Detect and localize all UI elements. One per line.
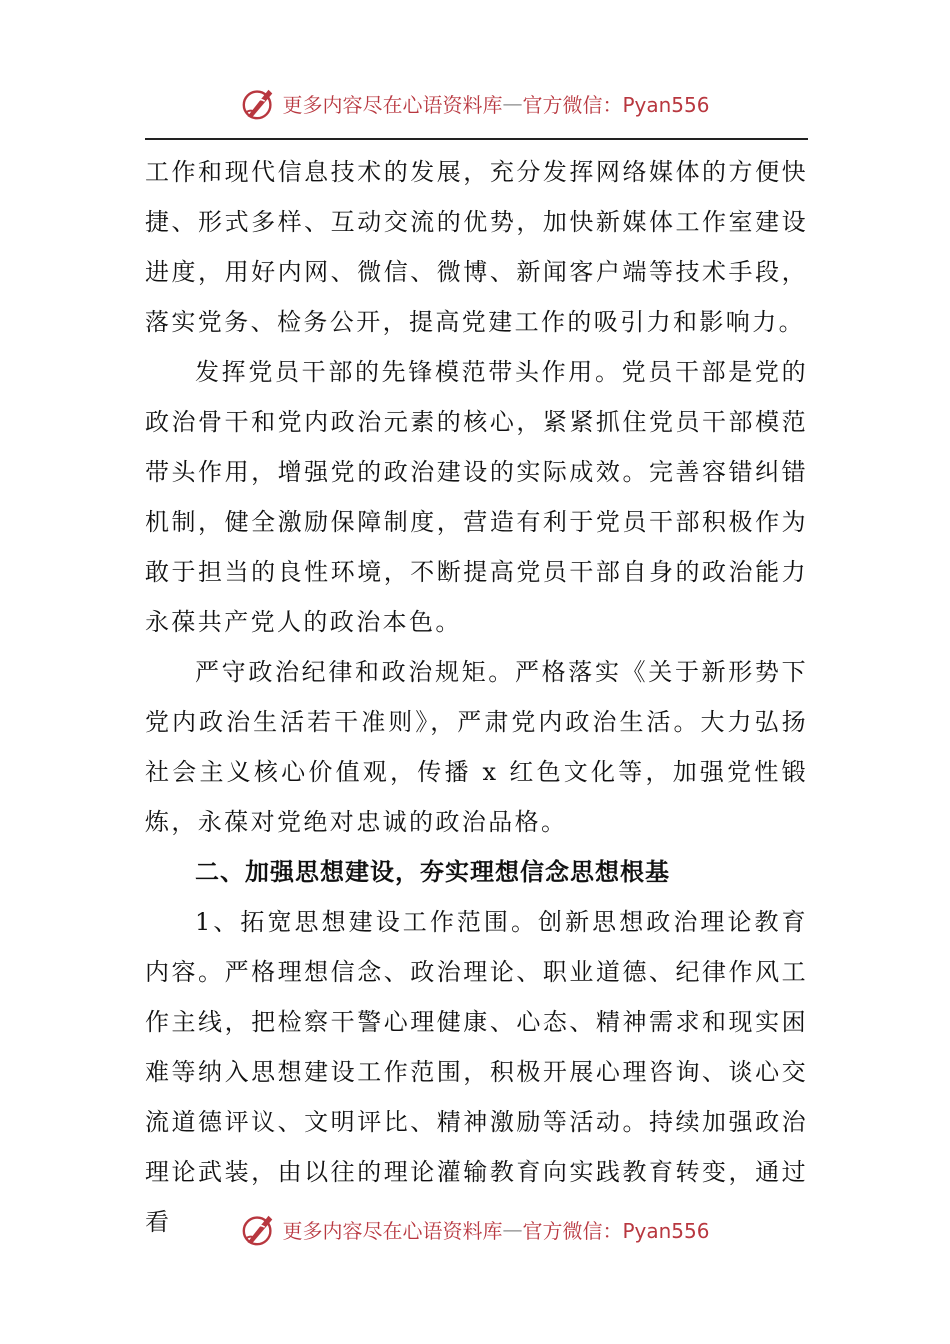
- banner-separator: —: [502, 91, 523, 115]
- quill-logo-icon: [240, 1210, 278, 1248]
- document-body: [145, 147, 808, 1247]
- banner-separator: —: [502, 1217, 523, 1241]
- header-rule: [145, 138, 808, 140]
- banner-text: 更多内容尽在心语资料库: [282, 92, 503, 117]
- section-heading: 二、加强思想建设，夯实理想信念思想根基: [195, 858, 670, 886]
- quill-logo-icon: [240, 84, 278, 122]
- paragraph-political-discipline: 严守政治纪律和政治规矩。严格落实《关于新形势下党内政治生活若干准则》，严肃党内政治生活。大力弘扬社会主义核心价值观，传播 x 红色文化等，加强党性锻炼，永葆对党绝对忠诚的政治品格。: [145, 658, 808, 836]
- paragraph-ideological-work: 1、拓宽思想建设工作范围。创新思想政治理论教育内容。严格理想信念、政治理论、职业道德、纪律作风工作主线，把检察干警心理健康、心态、精神需求和现实困难等纳入思想建设工作范围，积极开展心理咨询、谈心交流道德评议、文明评比、精神激励等活动。持续加强政治理论武装，由以往的理论灌输教育向实践教育转变，通过看: [145, 908, 808, 1236]
- paragraph-continued: 工作和现代信息技术的发展，充分发挥网络媒体的方便快捷、形式多样、互动交流的优势，加快新媒体工作室建设进度，用好内网、微信、微博、新闻客户端等技术手段，落实党务、检务公开，提高党建工作的吸引力和影响力。: [145, 158, 808, 336]
- banner-text: 更多内容尽在心语资料库: [282, 1218, 503, 1243]
- footer-watermark: [0, 1206, 950, 1252]
- banner-contact: 官方微信：Pyan556: [522, 92, 710, 117]
- banner-contact: 官方微信：Pyan556: [522, 1218, 710, 1243]
- header-watermark: [0, 80, 950, 126]
- paragraph-party-members: 发挥党员干部的先锋模范带头作用。党员干部是党的政治骨干和党内政治元素的核心，紧紧抓住党员干部模范带头作用，增强党的政治建设的实际成效。完善容错纠错机制，健全激励保障制度，营造有利于党员干部积极作为敢于担当的良性环境，不断提高党员干部自身的政治能力永葆共产党人的政治本色。: [145, 358, 808, 636]
